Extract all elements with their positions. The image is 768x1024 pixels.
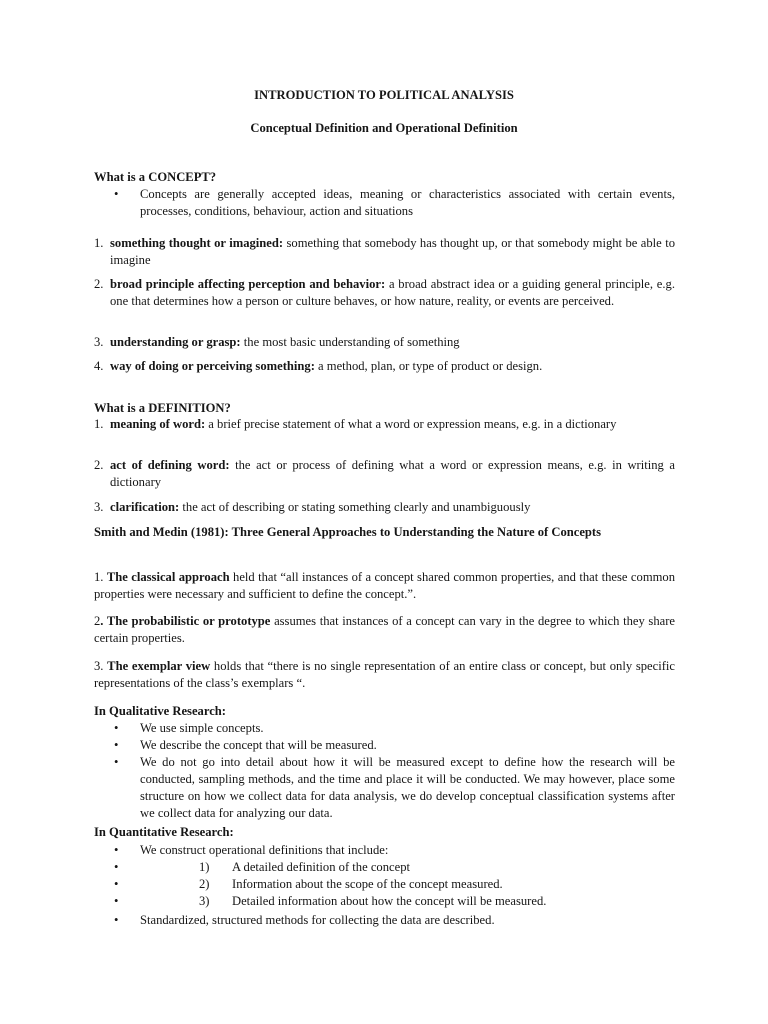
bullet-marker: • [114, 877, 119, 891]
list-number: 2. [94, 277, 104, 291]
quantitative-subitem-2: Information about the scope of the concept measured. [232, 877, 503, 891]
qualitative-heading: In Qualitative Research: [94, 704, 226, 718]
term: act of defining word: [110, 458, 230, 472]
concept-item-1 [110, 235, 675, 269]
term: something thought or imagined: [110, 236, 284, 250]
concept-heading: What is a CONCEPT? [94, 170, 217, 184]
term-text: the act of describing or stating something clearly and unambiguously [179, 500, 531, 514]
approach-number: 3. [94, 659, 108, 673]
concept-item-4 [110, 358, 675, 375]
list-number: 2. [94, 458, 104, 472]
bullet-marker: • [114, 755, 119, 769]
term-text: holds that “there is no single representation of an entire class or concept, but only specific representations of the class’s exemplars “. [94, 659, 676, 690]
quantitative-subitem-3: Detailed information about how the concept will be measured. [232, 894, 547, 908]
term: clarification: [110, 500, 180, 514]
qualitative-bullet-2: We describe the concept that will be measured. [140, 738, 377, 752]
bullet-marker: • [114, 721, 119, 735]
bullet-marker: • [114, 894, 119, 908]
definition-heading: What is a DEFINITION? [94, 401, 231, 415]
quantitative-subitem-1: A detailed definition of the concept [232, 860, 411, 874]
term: way of doing or perceiving something: [110, 359, 315, 373]
bullet-marker: • [114, 187, 119, 201]
term-text: a broad abstract idea or a guiding general principle, e.g. one that determines how a person or culture behaves, or how nature, reality, or events are perceived. [110, 277, 675, 308]
term: The classical approach [106, 570, 230, 584]
subitem-number: 2) [199, 877, 210, 891]
list-number: 4. [94, 359, 104, 373]
list-number: 1. [94, 236, 104, 250]
bullet-marker: • [114, 843, 119, 857]
quantitative-last: Standardized, structured methods for collecting the data are described. [140, 913, 495, 927]
approach-number: 1. [94, 570, 107, 584]
term: The exemplar view [107, 659, 211, 673]
quantitative-intro: We construct operational definitions that include: [140, 843, 389, 857]
approach-probabilistic [94, 613, 675, 647]
term-text: a brief precise statement of what a word or expression means, e.g. in a dictionary [205, 417, 617, 431]
concept-item-3 [110, 334, 675, 351]
bullet-marker: • [114, 860, 119, 874]
subitem-number: 3) [199, 894, 210, 908]
concept-bullet-text: Concepts are generally accepted ideas, meaning or characteristics associated with certain events, processes, conditions, behaviour, action and situations [140, 187, 675, 218]
definition-item-2 [110, 457, 675, 491]
term: understanding or grasp: [110, 335, 241, 349]
qualitative-bullet-3: We do not go into detail about how it will be measured except to define how the research will be conducted, sampling methods, and the time and place it will be conducted. We may however, place some structure on how we collect data for data analysis, we do develop conceptual classification systems after we collect data for analyzing our data. [140, 755, 675, 820]
bullet-marker: • [114, 913, 119, 927]
list-number: 3. [94, 335, 104, 349]
list-number: 1. [94, 417, 104, 431]
term-text: the most basic understanding of something [240, 335, 460, 349]
qualitative-bullet-1: We use simple concepts. [140, 721, 264, 735]
term-text: held that “all instances of a concept shared common properties, and that these common properties were necessary and sufficient to define the concept.”. [94, 570, 676, 601]
term: . The probabilistic or prototype [100, 614, 271, 628]
term: broad principle affecting perception and behavior: [110, 277, 386, 291]
term-text: a method, plan, or type of product or design. [314, 359, 543, 373]
document-title: INTRODUCTION TO POLITICAL ANALYSIS [254, 88, 514, 102]
term-text: assumes that instances of a concept can vary in the degree to which they share certain properties. [94, 614, 675, 645]
quantitative-heading: In Quantitative Research: [94, 825, 234, 839]
term: meaning of word: [110, 417, 206, 431]
subitem-number: 1) [199, 860, 210, 874]
term-text: something that somebody has thought up, or that somebody might be able to imagine [110, 236, 675, 267]
approach-number: 2 [94, 614, 101, 628]
definition-item-1 [110, 416, 675, 433]
approach-exemplar [94, 658, 675, 692]
bullet-marker: • [114, 738, 119, 752]
definition-item-3 [110, 499, 675, 516]
approach-classical [94, 569, 675, 603]
smith-medin-heading: Smith and Medin (1981): Three General Approaches to Understanding the Nature of Concepts [94, 525, 602, 539]
document-subtitle: Conceptual Definition and Operational Definition [250, 121, 518, 135]
concept-item-2 [110, 276, 675, 310]
term-text: the act or process of defining what a word or expression means, e.g. in writing a dictionary [110, 458, 675, 489]
list-number: 3. [94, 500, 104, 514]
